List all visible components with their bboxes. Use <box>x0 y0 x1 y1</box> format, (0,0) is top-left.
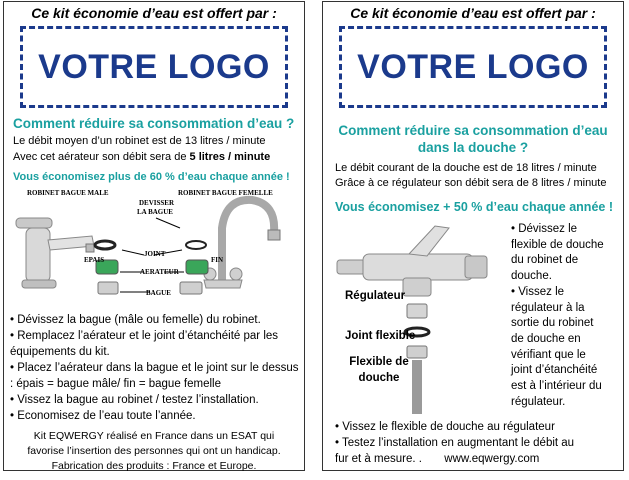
side-line-10: joint d’étanchéité <box>511 364 598 377</box>
left-card <box>3 1 305 471</box>
label-douche: douche <box>358 372 400 384</box>
side-line-6: régulateur à la <box>511 301 585 314</box>
flow-line-2-bold: 5 litres / minute <box>189 151 271 163</box>
footer-line-1: Kit EQWERGY réalisé en France dans un ESAT qui <box>33 430 275 442</box>
side-line-4: douche. <box>511 270 552 283</box>
bottom-line-2: • Testez l’installation en augmentant le débit au <box>335 437 575 449</box>
shower-illustration <box>323 220 513 416</box>
logo-placeholder <box>20 26 288 108</box>
side-instructions <box>511 222 621 410</box>
label-fin: FIN <box>211 256 224 264</box>
logo-text: VOTRE LOGO <box>38 47 270 86</box>
footer-note <box>8 429 300 474</box>
side-line-2: flexible de douche <box>511 238 604 251</box>
label-robinet-femelle: ROBINET BAGUE FEMELLE <box>178 189 273 197</box>
bottom-instructions <box>335 419 621 467</box>
offer-heading: Ce kit économie d’eau est offert par : <box>31 5 277 21</box>
label-bague: BAGUE <box>146 289 171 297</box>
bottom-line-3: fur et à mesure. . www.eqwergy.com <box>335 453 540 465</box>
instruction-bullet-3: • Placez l’aérateur dans la bague et le joint sur le dessus : épais = bague mâle/ fin = bague femelle <box>10 362 299 390</box>
flow-line-1: Le débit moyen d’un robinet est de 13 litres / minute <box>13 135 266 147</box>
logo-text: VOTRE LOGO <box>357 47 589 86</box>
label-flexible-de: Flexible de <box>349 356 409 368</box>
regulator-image <box>407 304 427 318</box>
label-regulateur: Régulateur <box>345 290 406 302</box>
side-line-3: du robinet de <box>511 254 579 267</box>
flow-line-2: Grâce à ce régulateur son débit sera de 8 litres / minute <box>335 177 607 189</box>
label-robinet-male: ROBINET BAGUE MALE <box>27 189 109 197</box>
side-line-5: • Vissez le <box>511 285 565 298</box>
offer-heading: Ce kit économie d’eau est offert par : <box>350 5 596 21</box>
question-heading: Comment réduire sa consommation d’eau ? <box>13 116 295 131</box>
savings-line: Vous économisez plus de 60 % d’eau chaque année ! <box>13 171 290 183</box>
label-joint: JOINT <box>144 250 166 258</box>
side-line-11: est à l’intérieur du <box>511 380 602 393</box>
label-la-bague: LA BAGUE <box>137 208 173 216</box>
bottom-line-1: • Vissez le flexible de douche au régulateur <box>335 421 555 433</box>
right-card <box>322 1 624 471</box>
flow-line-2-text: Avec cet aérateur son débit sera de <box>13 151 190 163</box>
label-aerateur: AERATEUR <box>140 268 179 276</box>
question-heading: Comment réduire sa consommation d’eau dans la douche ? <box>338 123 608 155</box>
side-line-9: vérifiant que le <box>511 348 586 361</box>
label-flexible-de-douche <box>345 354 413 386</box>
footer-line-3: Fabrication des produits : France et Europe. <box>51 460 257 472</box>
logo-placeholder <box>339 26 607 108</box>
flow-line-2 <box>13 151 270 163</box>
faucet-female-image <box>204 200 280 288</box>
label-epais: EPAIS <box>84 256 105 264</box>
side-line-8: de douche en <box>511 332 581 345</box>
side-line-12: régulateur. <box>511 395 566 408</box>
side-line-7: sortie du robinet <box>511 317 594 330</box>
footer-line-2: favorise l’insertion des personnes qui ont un handicap. <box>27 445 281 457</box>
instruction-bullet-2: • Remplacez l’aérateur et le joint d’étanchéité par les équipements du kit. <box>10 330 279 358</box>
label-devisser: DEVISSER <box>139 199 175 207</box>
savings-line: Vous économisez + 50 % d’eau chaque année ! <box>335 200 613 214</box>
label-joint-flexible: Joint flexible <box>345 330 416 342</box>
side-line-1: • Dévissez le <box>511 223 578 235</box>
shower-valve-image <box>337 226 487 296</box>
faucet-male-image <box>16 218 94 288</box>
instruction-bullet-1: • Dévissez la bague (mâle ou femelle) du robinet. <box>10 314 261 326</box>
instruction-bullet-4: • Vissez la bague au robinet / testez l’installation. <box>10 394 259 406</box>
instruction-bullet-5: • Economisez de l’eau toute l’année. <box>10 410 196 422</box>
flow-line-1: Le débit courant de la douche est de 18 litres / minute <box>335 162 597 174</box>
